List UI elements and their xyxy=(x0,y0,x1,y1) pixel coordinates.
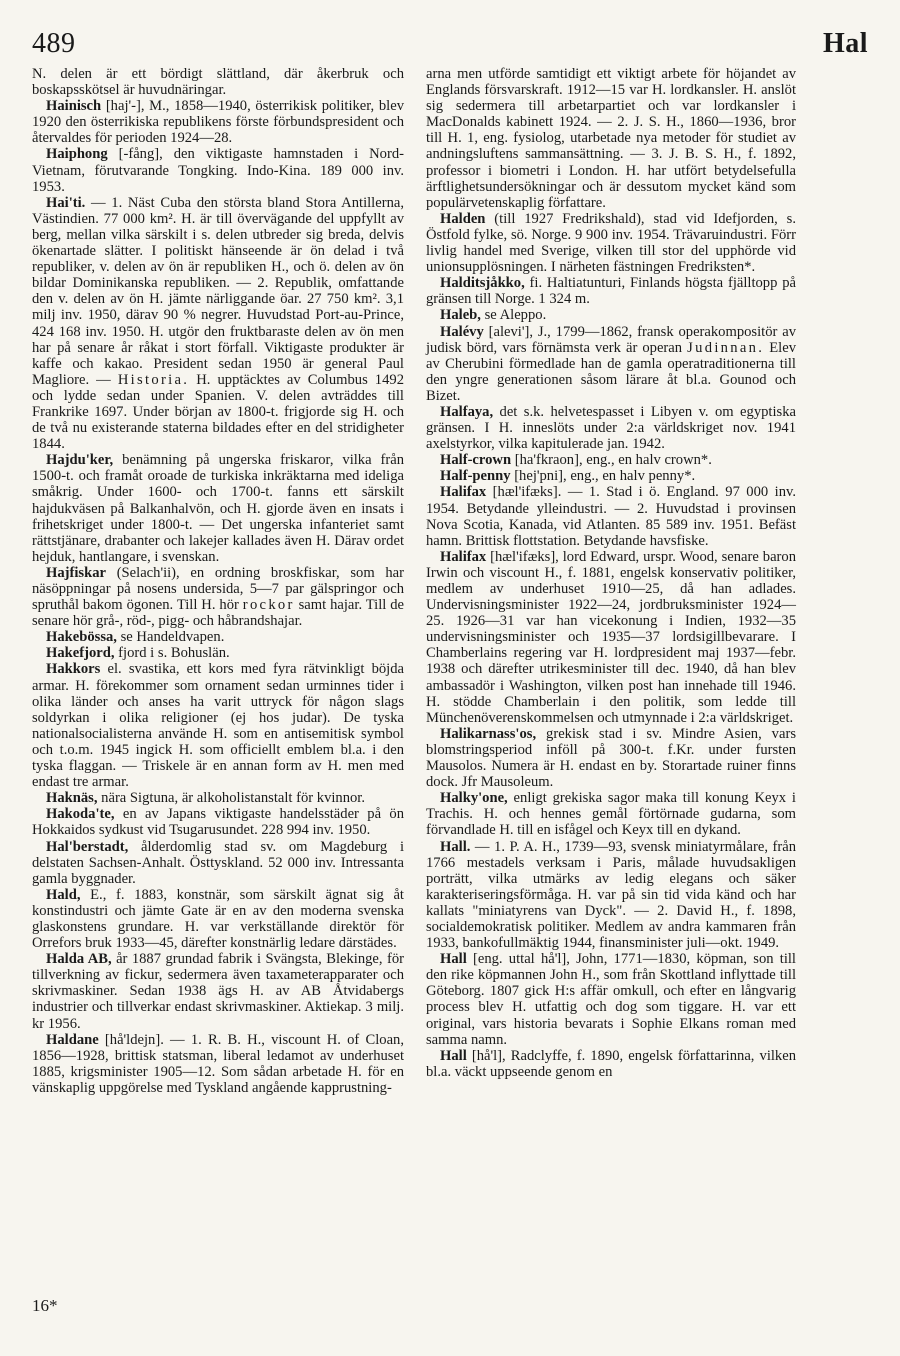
dictionary-entry xyxy=(426,307,796,323)
entry-headword: Halfaya, xyxy=(440,403,494,420)
dictionary-entry xyxy=(426,790,796,838)
entry-headword: Hajdu'ker, xyxy=(46,452,114,469)
dictionary-entry xyxy=(32,565,404,629)
entry-headword: Haiphong xyxy=(46,146,108,163)
entry-text: en av Japans viktigaste handelsstäder på ön Hokkaidos sydkust vid Tsugarusundet. 228 994 inv. 1950. xyxy=(32,806,404,839)
dictionary-entry xyxy=(426,66,796,211)
entry-text: det s.k. helvetespasset i Libyen v. om egyptiska gränsen. I H. inneslöts under 2:a världskriget nov. 1941 axelstyrkor, vilka kapitulerade jan. 1942. xyxy=(426,403,796,453)
entry-headword: Hall xyxy=(440,1047,467,1064)
entry-spaced-term: Historia. xyxy=(117,371,190,388)
entry-text: [alevi'], J., 1799—1862, fransk operakompositör av judisk börd, vars förnämsta verk är operan xyxy=(426,323,796,356)
page-number: 489 xyxy=(32,28,76,59)
entry-headword: Halikarnass'os, xyxy=(440,725,537,742)
entry-headword: Hai'ti. xyxy=(46,194,86,211)
entry-text: benämning på ungerska friskaror, vilka från 1500-t. och framåt oroade de turkiska inkräktarna med ideliga småkrig. Under 1600- och 1700-t. fanns ett särskilt hajdukväsen på Balkanhalvön, och H. gjorde även en insats i frihetskriget under 1800-t. — Det ungerska infanteriet samt rättstjänare, drabanter och lakejer kallades även H. Därav ordet hejduk, hantlangare, i svenskan. xyxy=(32,452,404,565)
entry-headword: Haldane xyxy=(46,1031,99,1048)
entry-headword: Halévy xyxy=(440,323,484,340)
entry-text: arna men utförde samtidigt ett viktigt arbete för höjandet av Englands försvarskraft. 1912—15 var H. lordkansler. H. anslöt sig sedermera till arbetarpartiet och var lordkansler i MacDonalds kabinett 1924. — 2. J. S. H., 1860—1936, bror till H. 1, eng. fysiolog, utarbetade nya metoder för studiet av andningsluftens sammansättning. — 3. J. B. S. H., f. 1892, professor i biometri i London. H. har utfört betydelsefulla ärftlighetsundersökningar och är dessutom mycket känd som populärvetenskaplig författare. xyxy=(426,66,796,211)
entry-text: (till 1927 Fredrikshald), stad vid Idefjorden, s. Östfold fylke, sö. Norge. 9 900 inv. 1954. Trävaruindustri. Förr livlig handel med Sverige, vilken till stor del upphörde vid unionsupplösningen. I närheten fästningen Fredriksten*. xyxy=(426,210,796,276)
entry-text: enligt grekiska sagor maka till konung Keyx i Trachis. H. och hennes gemål förtörnade gudarna, som förvandlade H. till en isfågel och Keyx till en dykand. xyxy=(426,790,796,839)
dictionary-entry xyxy=(426,839,796,952)
entry-headword: Hakebössa, xyxy=(46,629,117,646)
entry-headword: Halifax xyxy=(440,548,487,565)
entry-text: se Aleppo. xyxy=(480,307,547,324)
entry-headword: Hall. xyxy=(440,838,471,855)
dictionary-entry xyxy=(32,645,404,661)
dictionary-entry xyxy=(426,404,796,452)
entry-headword: Hakoda'te, xyxy=(46,806,115,823)
entry-text: [hæl'ifæks], lord Edward, urspr. Wood, senare baron Irwin och viscount H., f. 1881, engelsk konservativ politiker, medlem av underhuset 1910—25, då han adlades. Undervisningsminister 1922—24, jordbruksminister 1924—25. 1926—31 var han vicekonung i Indien, 1932—35 undervisningsminister och 1935—37 lordsigillbevarare. I Chamberlains regering var H. lordpresident maj 1937—febr. 1938 och därefter utrikesminister till dec. 1940, då han blev ambassadör i Washington, vilken post han innehade till 1946. H. stödde Chamberlain i den politik, som ledde till Münchenöverenskommelsen och utmynnade i 2:a världskriget. xyxy=(426,548,796,726)
entry-headword: Hall xyxy=(440,951,467,968)
dictionary-entry xyxy=(32,98,404,146)
dictionary-entry xyxy=(32,629,404,645)
entry-text: (Selach'ii), en ordning broskfiskar, som har näsöppningar på nosens undersida, 5—7 par gälspringor och spruthål bakom ögonen. Till H. hör xyxy=(32,564,404,614)
entry-headword: Halifax xyxy=(440,484,487,501)
entry-text: [hej'pni], eng., en halv penny*. xyxy=(510,468,696,485)
page-header xyxy=(32,28,868,68)
dictionary-entry xyxy=(426,484,796,548)
entry-headword: Halky'one, xyxy=(440,790,508,807)
entry-headword: Half-crown xyxy=(440,452,512,469)
entry-headword: Haknäs, xyxy=(46,790,98,807)
entry-headword: Hainisch xyxy=(46,98,102,115)
entry-spaced-term: Judinnan. xyxy=(687,339,765,356)
entry-headword: Hakkors xyxy=(46,661,101,678)
dictionary-entry xyxy=(426,211,796,275)
dictionary-entry xyxy=(32,661,404,790)
entry-headword: Hal'berstadt, xyxy=(46,838,129,855)
entry-text: — 1. P. A. H., 1739—93, svensk miniatyrmålare, från 1766 mestadels verksam i Paris, målade huvudsakligen porträtt, vilka utmärks av ledig elegans och säker karakteriseringsförmåga. H. var på sin tid vida känd och har kallats "miniatyrens van Dyck". — 2. David H., f. 1898, socialdemokratisk politiker. Medlem av andra kammaren från 1933, bankofullmäktig 1944, finansminister juli—okt. 1949. xyxy=(426,838,796,952)
entry-headword: Half-penny xyxy=(440,468,511,485)
entry-text: se Handeldvapen. xyxy=(116,629,225,646)
entry-text: [-fång], den viktigaste hamnstaden i Nord-Vietnam, förutvarande Tongking. Indo-Kina. 189 000 inv. 1953. xyxy=(32,146,404,195)
dictionary-entry xyxy=(32,195,404,453)
entry-text: fi. Haltiatunturi, Finlands högsta fjälltopp på gränsen till Norge. 1 324 m. xyxy=(426,275,796,308)
left-column xyxy=(32,66,404,1096)
entry-text: [hå'ldejn]. — 1. R. B. H., viscount H. of Cloan, 1856—1928, brittisk statsman, liberal ledamot av underhuset 1885, krigsminister 1905—12. Som sådan arbetade H. för en vänskaplig uppgörelse med Tyskland angående kapprustning- xyxy=(32,1031,404,1096)
entry-text: [hæl'ifæks]. — 1. Stad i ö. England. 97 000 inv. 1954. Betydande ylleindustri. — 2. Huvudstad i provinsen Nova Scotia, Kanada, vid Atlanten. 85 589 inv. 1951. Befäst hamn. Brittisk flottstation. Betydande havsfiske. xyxy=(426,484,796,549)
entry-text: N. delen är ett bördigt slättland, där åkerbruk och boskapsskötsel är huvudnäringar. xyxy=(32,66,404,99)
dictionary-entry xyxy=(32,146,404,194)
dictionary-entry xyxy=(426,452,796,468)
entry-text: grekisk stad i sv. Mindre Asien, vars blomstringsperiod inföll på 300-t. f.Kr. under fursten Mausolos. Numera är H. endast en by. Storartade ruiner finns dock. Jfr Mausoleum. xyxy=(426,725,796,791)
dictionary-entry xyxy=(32,1032,404,1096)
right-column xyxy=(426,66,796,1080)
entry-text-tail: samt hajar. Till de senare hör grå-, röd-, pigg- och håbrandshajar. xyxy=(32,597,404,630)
dictionary-entry xyxy=(426,951,796,1048)
running-head: Hal xyxy=(822,28,868,59)
entry-text-tail: Elev av Cherubini förmedlade han de gamla operatraditionerna till den yngre generationen såsom lärare åt bl.a. Gounod och Bizet. xyxy=(426,339,796,404)
dictionary-entry xyxy=(426,549,796,726)
entry-text: — 1. Näst Cuba den största bland Stora Antillerna, Västindien. 77 000 km². H. är till övervägande del uppfyllt av berg, mellan vilka särskilt i s. delen utbreder sig breda, delvis ökenartade slätter. I politiskt hänseende är ön delad i två republiker, v. delen av ön är republiken H., och ö. delen av ön bildar Dominikanska republiken. — 2. Republik, omfattande den v. delen av ön H. jämte närliggande öar. 27 750 km². 3,1 milj inv. 1950, därav 90 % negrer. Huvudstad Port-au-Prince, 424 168 inv. 1950. H. utgör den fruktbaraste delen av ön men har på senare år råkat i stort förfall. Viktigaste produkter är kaffe och kakao. President sedan 1950 är general Paul Magliore. — xyxy=(32,194,404,388)
entry-text: [haj'-], M., 1858—1940, österrikisk politiker, blev 1920 den österrikiska republikens förste förbundspresident och återvaldes för perioden 1924—28. xyxy=(32,98,404,147)
entry-text: nära Sigtuna, är alkoholistanstalt för kvinnor. xyxy=(97,790,366,807)
entry-text: ålderdomlig stad sv. om Magdeburg i delstaten Sachsen-Anhalt. Östtyskland. 52 000 inv. Intressanta gamla byggnader. xyxy=(32,838,404,887)
entry-text: fjord i s. Bohuslän. xyxy=(114,645,230,662)
entry-headword: Hald, xyxy=(46,886,81,903)
dictionary-entry xyxy=(32,790,404,806)
entry-text: [ha'fkraon], eng., en halv crown*. xyxy=(511,452,712,469)
dictionary-entry xyxy=(32,452,404,565)
dictionary-entry xyxy=(426,726,796,790)
signature-mark: 16* xyxy=(32,1296,58,1315)
entry-headword: Hakefjord, xyxy=(46,645,115,662)
dictionary-entry xyxy=(32,887,404,951)
entry-text: E., f. 1883, konstnär, som särskilt ägnat sig åt konstindustri och jämte Gate är en av den moderna svenska glaskonstens grundare. H. var verkställande direktör för Orrefors bruk 1933—45, därefter konstnärlig ledare därstädes. xyxy=(32,886,404,952)
entry-headword: Halden xyxy=(440,210,486,227)
entry-text-tail: H. upptäcktes av Columbus 1492 och lydde sedan under Spanien. V. delen avträddes till Frankrike 1697. Under början av 1800-t. frigjorde sig H. och de två nu existerande staterna bildades efter en del stridigheter 1844. xyxy=(32,371,404,453)
entry-headword: Halditsjåkko, xyxy=(440,275,525,292)
entry-spaced-term: rockor xyxy=(242,597,295,614)
dictionary-entry xyxy=(32,66,404,98)
dictionary-entry xyxy=(426,275,796,307)
dictionary-entry xyxy=(426,1048,796,1080)
dictionary-entry xyxy=(426,324,796,404)
dictionary-entry xyxy=(426,468,796,484)
entry-text: år 1887 grundad fabrik i Svängsta, Blekinge, för tillverkning av fickur, sedermera även taxameterapparater och skrivmaskiner. Sedan 1938 ägs H. av AB Åtvidabergs industrier och tillverkar endast skrivmaskiner. Aktiekap. 3 milj. kr 1956. xyxy=(32,951,404,1032)
entry-text: el. svastika, ett kors med fyra rätvinkligt böjda armar. H. förekommer som ornament sedan urminnes tider i olika länder och anses ha varit uttryck för någon slags soldyrkan i olika religioner (ej hos judar). De tyska nationalsocialisterna använde H. som en antisemitisk symbol och t.o.m. 1945 ingick H. som officiellt emblem bl.a. i den tyska flaggan. — Triskele är en annan form av H. men med endast tre armar. xyxy=(32,661,404,791)
entry-headword: Hajfiskar xyxy=(46,564,106,581)
entry-text: [hå'l], Radclyffe, f. 1890, engelsk författarinna, vilken bl.a. väckt uppseende genom en xyxy=(426,1047,796,1080)
entry-headword: Haleb, xyxy=(440,307,481,324)
entry-text: [eng. uttal hå'l], John, 1771—1830, köpman, son till den rike köpmannen John H., som från Skottland inflyttade till Göteborg. 1807 gick H:s affär omkull, och efter en långvarig process blev H. utfattig och dog som tiggare. H. var ett original, vars historia bevarats i Sophie Elkans roman med samma namn. xyxy=(426,951,796,1048)
dictionary-entry xyxy=(32,806,404,838)
entry-headword: Halda AB, xyxy=(46,951,112,968)
dictionary-entry xyxy=(32,839,404,887)
dictionary-entry xyxy=(32,951,404,1031)
